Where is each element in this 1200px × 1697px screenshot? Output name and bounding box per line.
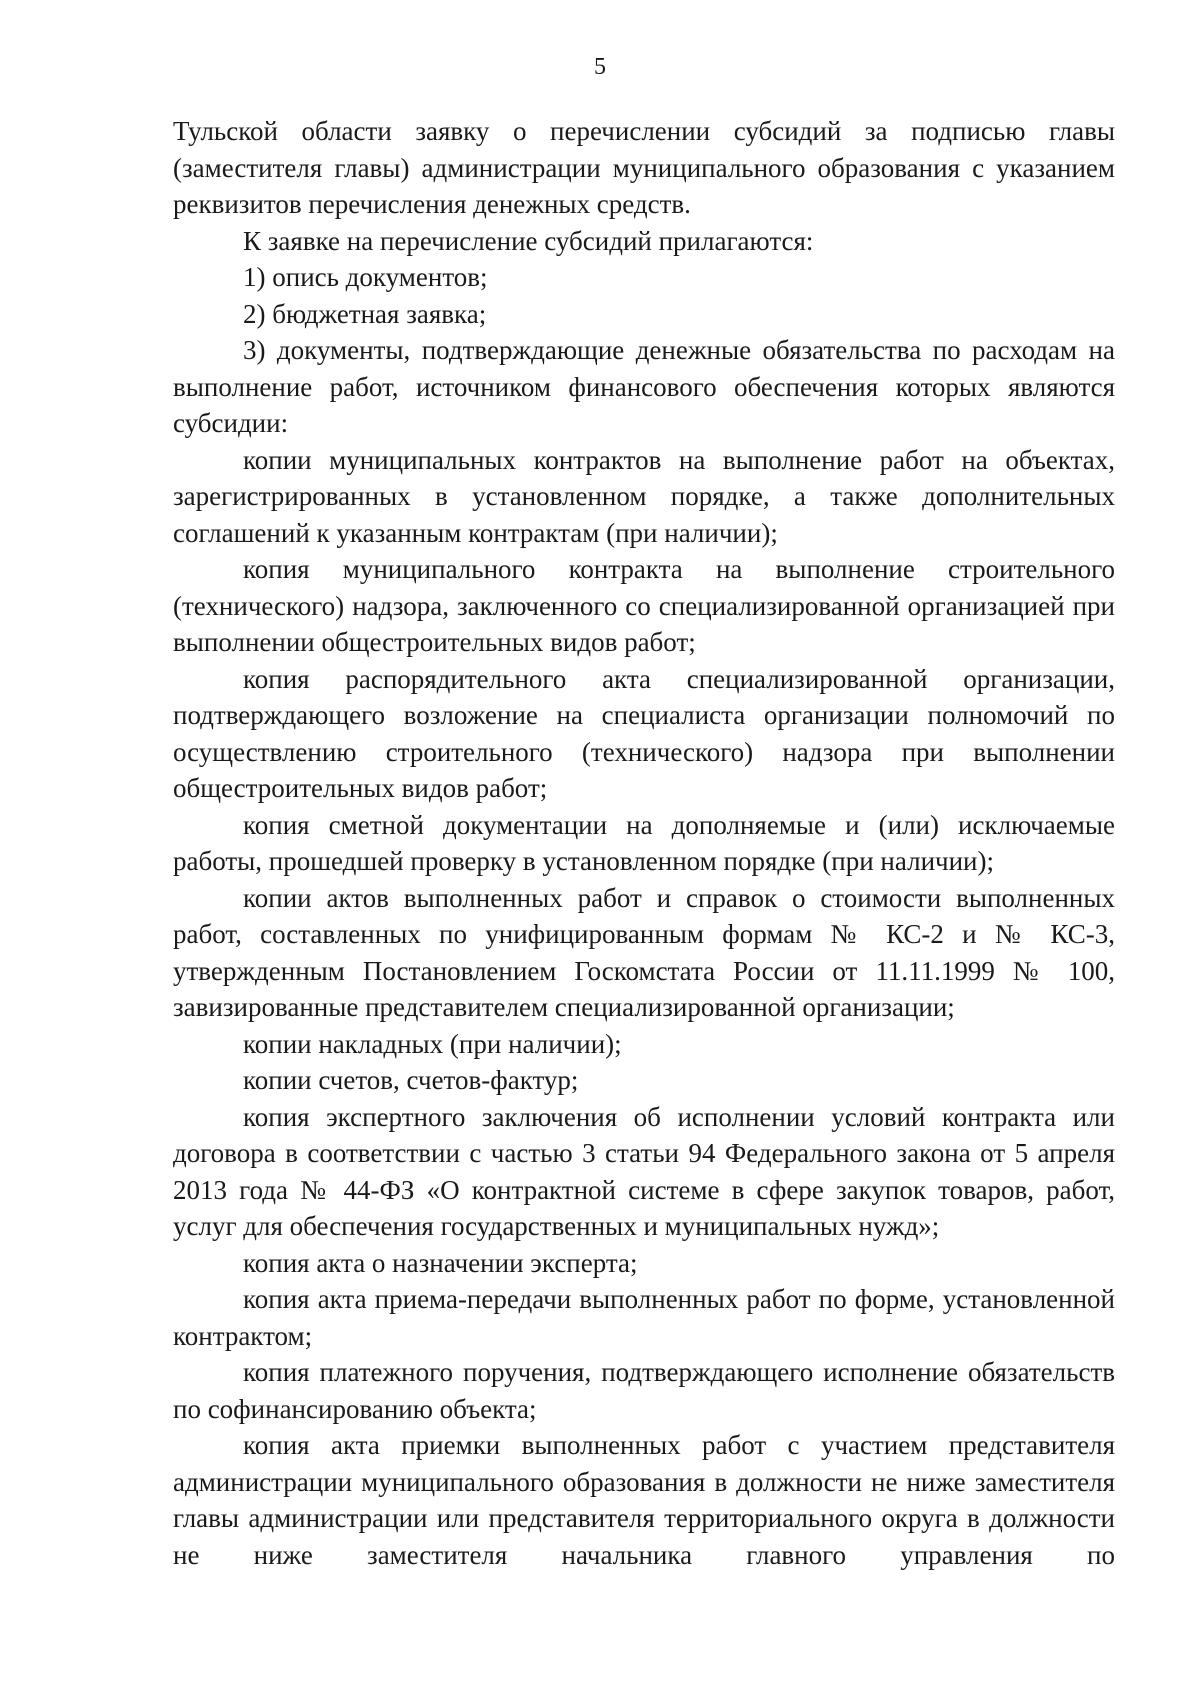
sub-list-item: копии счетов, счетов-фактур; xyxy=(243,1065,579,1095)
paragraph: Тульской области заявку о перечислении субсидий за подписью главы (заместителя главы) администрации муниципального образования с указанием реквизитов перечисления денежных средств. xyxy=(173,116,1115,219)
paragraph: К заявке на перечисление субсидий прилагаются: xyxy=(243,225,814,256)
list-item: 2) бюджетная заявка; xyxy=(243,298,487,329)
sub-list-item: копия распорядительного акта специализированной организации, подтверждающего возложение на специалиста организации полномочий по осуществлению строительного (технического) надзора при выполнении общестроительных видов работ; xyxy=(173,663,1115,803)
document-body xyxy=(173,113,1115,1573)
sub-list-item: копии муниципальных контрактов на выполнение работ на объектах, зарегистрированных в установленном порядке, а также дополнительных соглашений к указанным контрактам (при наличии); xyxy=(173,444,1115,548)
sub-list-item: копии накладных (при наличии); xyxy=(243,1028,622,1059)
sub-list-item: копия акта приема-передачи выполненных работ по форме, установленной контрактом; xyxy=(173,1284,1115,1351)
list-item: 3) документы, подтверждающие денежные обязательства по расходам на выполнение работ, источником финансового обеспечения которых являются субсидии: xyxy=(173,335,1115,438)
sub-list-item: копия сметной документации на дополняемые и (или) исключаемые работы, прошедшей проверку в установленном порядке (при наличии); xyxy=(173,809,1115,876)
page-number: 5 xyxy=(594,54,606,80)
sub-list-item: копии актов выполненных работ и справок о стоимости выполненных работ, составленных по унифицированным формам № КС-2 и № КС-3, утвержденным Постановлением Госкомстата России от 11.11.1999 № 100, завизированные представителем специализированной организации; xyxy=(173,882,1115,1022)
sub-list-item: копия платежного поручения, подтверждающего исполнение обязательств по софинансированию объекта; xyxy=(173,1357,1115,1424)
sub-list-item: копия муниципального контракта на выполнение строительного (технического) надзора, заключенного со специализированной организацией при выполнении общестроительных видов работ; xyxy=(173,554,1115,657)
sub-list-item: копия акта приемки выполненных работ с участием представителя администрации муниципального образования в должности не ниже заместителя главы администрации или представителя территориального округа в должности не ниже заместителя начальника главного управления по xyxy=(173,1430,1115,1570)
sub-list-item: копия акта о назначении эксперта; xyxy=(243,1247,638,1278)
list-item: 1) опись документов; xyxy=(243,262,488,292)
sub-list-item: копия экспертного заключения об исполнении условий контракта или договора в соответствии с частью 3 статьи 94 Федерального закона от 5 апреля 2013 года № 44-ФЗ «О контрактной системе в сфере закупок товаров, работ, услуг для обеспечения государственных и муниципальных нужд»; xyxy=(173,1101,1115,1241)
